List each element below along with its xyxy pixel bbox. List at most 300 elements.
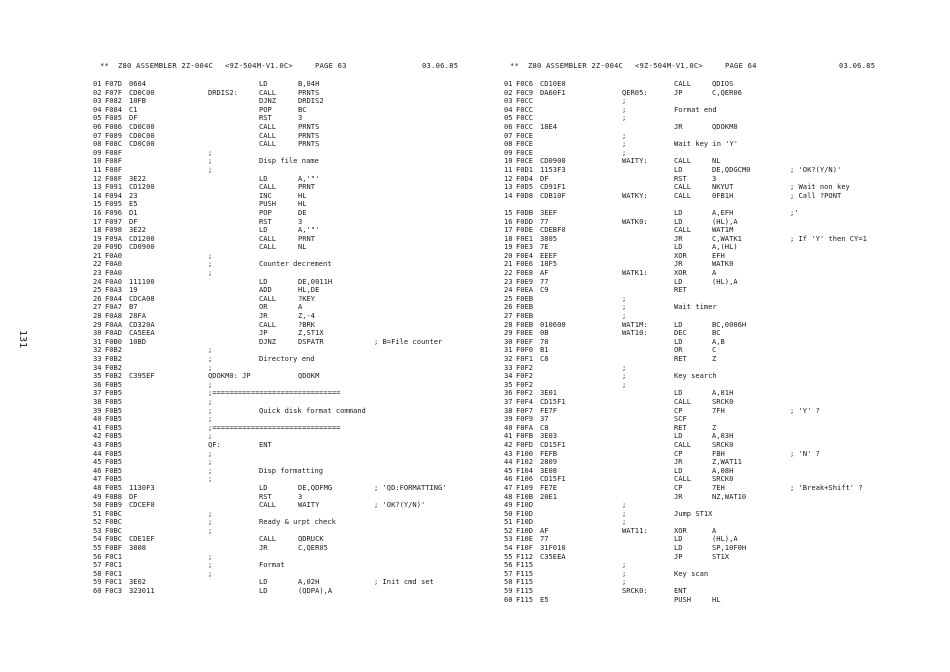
address: F0AA [105, 319, 123, 329]
comment: ; Call ?PONT [790, 190, 842, 200]
operand: 7EH [712, 482, 725, 492]
label: ; [622, 568, 627, 578]
operand: 3 [298, 216, 303, 226]
mnemonic: JR [674, 121, 683, 131]
line-number: 13 [93, 182, 102, 192]
address: F0F9 [516, 414, 534, 424]
mnemonic: CALL [259, 139, 277, 149]
line-number: 15 [504, 207, 513, 217]
address: F09D [105, 242, 123, 252]
address: F0B5 [105, 405, 123, 415]
address: F0F2 [516, 362, 534, 372]
mnemonic: LD [674, 276, 683, 286]
code-line [488, 407, 950, 416]
code-line [0, 355, 462, 364]
address: F0A0 [105, 259, 123, 269]
object-code: 0604 [129, 79, 147, 88]
line-number: 08 [504, 139, 513, 149]
object-code: 23 [129, 190, 138, 200]
line-number: 60 [93, 586, 102, 596]
header-stars: ** [510, 61, 520, 70]
line-number: 41 [504, 431, 513, 441]
code-listing [488, 80, 950, 604]
line-number: 02 [93, 87, 102, 97]
mnemonic: LD [674, 431, 683, 441]
mnemonic: PUSH [259, 199, 277, 209]
operand: BC [298, 104, 307, 114]
label: WAT10: [622, 328, 648, 338]
code-line [0, 157, 462, 166]
object-code: 3EEF [540, 207, 558, 217]
address: F0A3 [105, 285, 123, 295]
address: F0DE [516, 225, 534, 235]
label: ; [208, 362, 213, 372]
code-line [488, 372, 950, 381]
operand: SRCK0 [712, 474, 734, 484]
address: F0C3 [105, 586, 123, 596]
code-line [0, 218, 462, 227]
address: F0B2 [105, 354, 123, 363]
object-code: CD15F1 [540, 396, 566, 406]
operand: PRNTS [298, 139, 320, 149]
label: ; [208, 551, 213, 561]
operand: HL [298, 199, 307, 209]
object-code: C395EF [129, 371, 155, 381]
object-code: 3E22 [129, 173, 147, 183]
object-code: 77 [540, 276, 549, 286]
code-listing [0, 80, 462, 596]
line-number: 25 [93, 285, 102, 295]
line-number: 42 [93, 431, 102, 441]
line-number: 33 [93, 354, 102, 363]
line-number: 18 [93, 225, 102, 235]
mnemonic: JR [674, 457, 683, 467]
line-number: 27 [504, 311, 513, 321]
object-code: CD0C00 [129, 121, 155, 131]
object-code: CDE1EF [129, 534, 155, 544]
label: WATKY: [622, 190, 648, 200]
line-number: 56 [93, 551, 102, 561]
object-code: FE7E [540, 482, 558, 492]
line-number: 09 [504, 147, 513, 157]
mnemonic: LD [674, 216, 683, 226]
line-number: 44 [504, 457, 513, 467]
operand: EFH [712, 250, 725, 260]
mnemonic: CALL [259, 87, 277, 97]
address: F0CE [516, 130, 534, 140]
mnemonic: RET [674, 422, 687, 432]
operand: A,'"' [298, 225, 320, 235]
address: F0B5 [105, 414, 123, 424]
address: F10E [516, 534, 534, 544]
label: ; [622, 311, 627, 321]
line-number: 33 [504, 362, 513, 372]
code-line [0, 235, 462, 244]
address: F104 [516, 465, 534, 475]
line-number: 42 [504, 439, 513, 449]
operand: DRDIS2 [298, 96, 324, 106]
header-version: <9Z-504M-V1.0C> [635, 61, 703, 70]
address: F089 [105, 130, 123, 140]
operand: NKYUT [712, 182, 734, 192]
line-number: 12 [93, 173, 102, 183]
line-number: 34 [93, 362, 102, 372]
code-line [0, 278, 462, 287]
address: F0DD [516, 216, 534, 226]
object-code: CD10E0 [540, 79, 566, 88]
operand: (HL),A [712, 216, 738, 226]
line-number: 50 [93, 500, 102, 510]
operand: NL [298, 242, 307, 252]
label: ; [208, 268, 213, 278]
mnemonic: LD [259, 482, 268, 492]
mnemonic: OR [674, 345, 683, 355]
object-code: DF [540, 173, 549, 183]
code-line [0, 175, 462, 184]
line-number: 43 [93, 439, 102, 449]
mnemonic: Disp file name [259, 156, 319, 166]
operand: A [298, 302, 303, 312]
label: ; [622, 508, 627, 518]
code-line [0, 295, 462, 304]
object-code: 10BD [129, 336, 147, 346]
operand: ?BRK [298, 319, 316, 329]
operand: Z,WAT11 [712, 457, 742, 467]
code-line [488, 510, 950, 519]
address: F08F [105, 156, 123, 166]
label: ; [208, 164, 213, 174]
line-number: 03 [93, 96, 102, 106]
label: DRDIS2: [208, 87, 238, 97]
line-number: 32 [504, 354, 513, 363]
address: F115 [516, 577, 534, 587]
line-number: 40 [504, 422, 513, 432]
line-number: 59 [504, 586, 513, 596]
code-line [0, 183, 462, 192]
address: F0B2 [105, 362, 123, 372]
comment: ; 'Y' ? [790, 405, 820, 415]
object-code: AF [540, 268, 549, 278]
object-code: 28FA [129, 311, 147, 321]
line-number: 03 [504, 96, 513, 106]
operand: A,(HL) [712, 242, 738, 252]
address: F10D [516, 500, 534, 510]
address: F0E4 [516, 250, 534, 260]
code-line [488, 278, 950, 287]
mnemonic: ENT [674, 586, 687, 596]
object-code: B1 [540, 345, 549, 355]
mnemonic: CALL [674, 156, 692, 166]
address: F10D [516, 508, 534, 518]
code-line [0, 200, 462, 209]
mnemonic: JR [674, 491, 683, 501]
object-code: CD0C00 [129, 87, 155, 97]
address: F115 [516, 594, 534, 604]
mnemonic: CP [674, 448, 683, 458]
address: F100 [516, 448, 534, 458]
operand: C,QER06 [712, 87, 742, 97]
mnemonic: JR [259, 311, 268, 321]
header-date: 03.06.85 [839, 61, 876, 70]
line-number: 23 [504, 276, 513, 286]
line-number: 04 [93, 104, 102, 114]
address: F0B2 [105, 345, 123, 355]
object-code: CD15F1 [540, 474, 566, 484]
object-code: 1153F3 [540, 164, 566, 174]
listing-page-63 [0, 0, 462, 672]
address: F097 [105, 216, 123, 226]
object-code: EEEF [540, 250, 558, 260]
object-code: B7 [129, 302, 138, 312]
line-number: 43 [504, 448, 513, 458]
line-number: 10 [504, 156, 513, 166]
code-line [0, 518, 462, 527]
operand: 7FH [712, 405, 725, 415]
line-number: 53 [93, 525, 102, 535]
address: F0D4 [516, 173, 534, 183]
operand: A,EFH [712, 207, 734, 217]
address: F0E8 [516, 268, 534, 278]
address: F0B5 [105, 474, 123, 484]
line-number: 54 [93, 534, 102, 544]
object-code: 37 [540, 414, 549, 424]
code-line [488, 97, 950, 106]
operand: A,01H [712, 388, 734, 398]
mnemonic: LD [259, 225, 268, 235]
header-page: PAGE 64 [725, 61, 757, 70]
operand: Z [712, 354, 717, 363]
operand: NZ,WAT10 [712, 491, 747, 501]
code-line [0, 441, 462, 450]
object-code: CDB10F [540, 190, 566, 200]
operand: WAITY [298, 500, 320, 510]
code-line [0, 303, 462, 312]
mnemonic: CALL [259, 534, 277, 544]
operand: 0FB1H [712, 190, 734, 200]
mnemonic: RET [674, 354, 687, 363]
object-code: 3E01 [540, 388, 558, 398]
object-code: 111100 [129, 276, 155, 286]
line-number: 51 [504, 517, 513, 527]
address: F0BC [105, 517, 123, 527]
object-code: 3E08 [540, 465, 558, 475]
object-code: 3808 [129, 543, 147, 553]
line-number: 57 [504, 568, 513, 578]
operand: QDRUCK [298, 534, 324, 544]
code-line [0, 123, 462, 132]
line-number: 47 [93, 474, 102, 484]
line-number: 55 [504, 551, 513, 561]
mnemonic: ENT [259, 439, 272, 449]
comment: ; Init cmd set [374, 577, 434, 587]
code-line [488, 561, 950, 570]
operand: A,'"' [298, 173, 320, 183]
label: ; [622, 371, 627, 381]
address: F0B5 [105, 457, 123, 467]
address: F0CC [516, 121, 534, 131]
object-code: 323011 [129, 586, 155, 596]
line-number: 24 [93, 276, 102, 286]
address: F0E9 [516, 276, 534, 286]
address: F0B5 [105, 448, 123, 458]
address: F0CC [516, 96, 534, 106]
address: F0B9 [105, 500, 123, 510]
address: F10D [516, 525, 534, 535]
label: ; [208, 474, 213, 484]
label: ; [622, 500, 627, 510]
address: F0A7 [105, 302, 123, 312]
code-line [488, 346, 950, 355]
operand: C [712, 345, 717, 355]
mnemonic: JP [674, 551, 683, 561]
object-code: CD91F1 [540, 182, 566, 192]
label: ; [208, 405, 213, 415]
address: F0AD [105, 328, 123, 338]
line-number: 21 [93, 250, 102, 260]
mnemonic: Quick disk format command [259, 405, 366, 415]
mnemonic: LD [259, 276, 268, 286]
line-number: 50 [504, 508, 513, 518]
address: F0BC [105, 508, 123, 518]
operand: QDIOS [712, 79, 734, 88]
mnemonic: RET [674, 285, 687, 295]
line-number: 46 [93, 465, 102, 475]
address: F115 [516, 568, 534, 578]
address: F10D [516, 517, 534, 527]
mnemonic: LD [674, 336, 683, 346]
mnemonic: Ready & urpt check [259, 517, 336, 527]
operand: A [712, 525, 717, 535]
address: F094 [105, 190, 123, 200]
address: F0B5 [105, 439, 123, 449]
label: SRCK0: [622, 586, 648, 596]
operand: PRNT [298, 182, 316, 192]
label: ; [208, 379, 213, 389]
comment: ; If 'Y' then CY=1 [790, 233, 867, 243]
header-title: Z80 ASSEMBLER 2Z-004C [118, 61, 214, 70]
mnemonic: CALL [674, 182, 692, 192]
address: F091 [105, 182, 123, 192]
mnemonic: Directory end [259, 354, 315, 363]
line-number: 01 [93, 79, 102, 88]
mnemonic: CP [674, 405, 683, 415]
line-number: 49 [93, 491, 102, 501]
address: F0FB [516, 431, 534, 441]
object-code: 78 [540, 336, 549, 346]
mnemonic: XOR [674, 250, 687, 260]
line-number: 58 [93, 568, 102, 578]
code-line [0, 269, 462, 278]
object-code: 0B [540, 328, 549, 338]
address: F0BF [105, 543, 123, 553]
mnemonic: Wait timer [674, 302, 717, 312]
address: F0B5 [105, 431, 123, 441]
code-line [0, 389, 462, 398]
address: F0C1 [105, 577, 123, 587]
address: F0F4 [516, 396, 534, 406]
operand: Z,ST1X [298, 328, 324, 338]
operand: SP,10F0H [712, 543, 747, 553]
label: ; [208, 147, 213, 157]
object-code: 3E22 [129, 225, 147, 235]
label: ; [622, 302, 627, 312]
address: F0F2 [516, 371, 534, 381]
code-line [488, 493, 950, 502]
address: F0EF [516, 336, 534, 346]
address: F086 [105, 121, 123, 131]
code-line [0, 424, 462, 433]
address: F0B0 [105, 336, 123, 346]
operand: (HL),A [712, 534, 738, 544]
line-number: 14 [504, 190, 513, 200]
mnemonic: LD [674, 534, 683, 544]
address: F0A8 [105, 311, 123, 321]
line-number: 18 [504, 233, 513, 243]
line-number: 55 [93, 543, 102, 553]
line-number: 53 [504, 534, 513, 544]
label: ; [208, 508, 213, 518]
line-number: 47 [504, 482, 513, 492]
label: ; [208, 250, 213, 260]
address: F0C6 [516, 79, 534, 88]
code-line [488, 518, 950, 527]
label: WAT11: [622, 525, 648, 535]
object-code: 2809 [540, 457, 558, 467]
line-number: 36 [93, 379, 102, 389]
mnemonic: INC [259, 190, 272, 200]
operand: (QDPA),A [298, 586, 333, 596]
line-number: 16 [93, 207, 102, 217]
code-line [488, 501, 950, 510]
line-number: 41 [93, 422, 102, 432]
object-code: 31F010 [540, 543, 566, 553]
line-number: 51 [93, 508, 102, 518]
mnemonic: LD [259, 79, 268, 88]
line-number: 06 [504, 121, 513, 131]
address: F115 [516, 586, 534, 596]
mnemonic: CALL [674, 439, 692, 449]
operand: A,02H [298, 577, 320, 587]
line-number: 01 [504, 79, 513, 88]
address: F0E3 [516, 242, 534, 252]
line-number: 58 [504, 577, 513, 587]
address: F0EE [516, 328, 534, 338]
line-number: 20 [504, 250, 513, 260]
mnemonic: DJNZ [259, 96, 277, 106]
code-line [0, 501, 462, 510]
code-line [488, 578, 950, 587]
code-line [0, 140, 462, 149]
mnemonic: CALL [259, 233, 277, 243]
code-line [488, 553, 950, 562]
line-number: 11 [504, 164, 513, 174]
label: ; [622, 139, 627, 149]
line-number: 46 [504, 474, 513, 484]
mnemonic: CALL [259, 182, 277, 192]
code-line [0, 578, 462, 587]
code-line [0, 527, 462, 536]
address: F095 [105, 199, 123, 209]
mnemonic: XOR [674, 268, 687, 278]
address: F0CC [516, 113, 534, 123]
line-number: 57 [93, 560, 102, 570]
comment: ; 'OK?(Y/N)' [790, 164, 842, 174]
line-number: 04 [504, 104, 513, 114]
address: F0D1 [516, 164, 534, 174]
line-number: 26 [504, 302, 513, 312]
code-line [0, 114, 462, 123]
object-code: D1 [129, 207, 138, 217]
